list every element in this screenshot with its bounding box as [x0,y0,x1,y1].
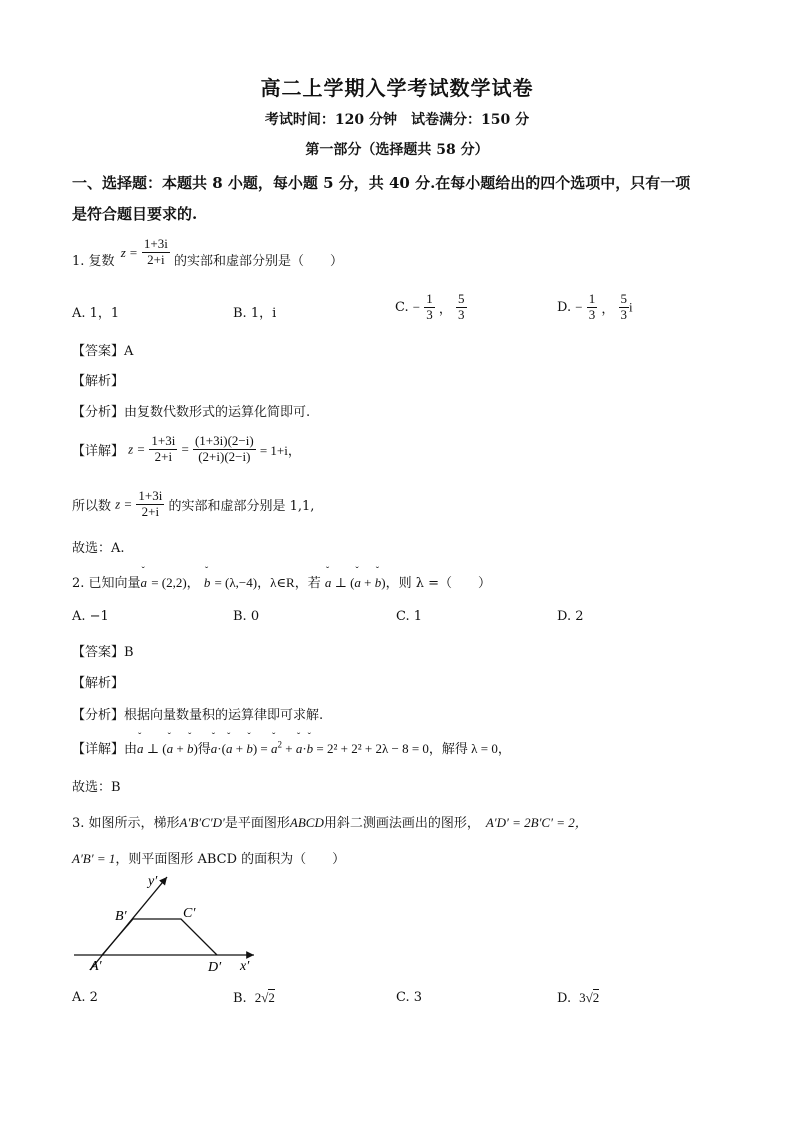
q2-detail: 【详解】由ˇ a ⊥ (ˇ a + ˇ b)得ˇ a·(ˇ a + ˇ b) = ˇ $a^2$ + ˇ a·ˇ b = 2² + 2² + 2λ − 8 = 0，解得 λ = 0， [72,738,511,757]
point-d-label: D′ [208,960,222,975]
point-a-label: A′ [90,959,102,974]
q1-detail: 【详解】 z = $\frac{1+3i}{2+i}$ = $\frac{(1+3i)(2-i)}{(2+i)(2-i)}$ = 1+i， [72,433,301,464]
q3-stem-line2: A′B′ = 1，则平面图形 ABCD 的面积为（ ） [72,851,346,867]
q1-fraction: $\frac{1+3i}{2+i}$ [143,236,168,267]
q2-option-b: B. 0 [233,609,260,624]
exam-info: 考试时间：120 分钟 试卷满分：150 分 [264,112,530,128]
x-axis-label: x′ [240,959,250,974]
q1-option-b: B. 1，i [233,306,277,321]
q3-option-b: B. 2√2 [233,990,275,1006]
y-axis-label: y′ [148,874,158,889]
q1-conclusion: 所以数 z = $\frac{1+3i}{2+i}$ 的实部和虚部分别是 1,1, [72,488,315,519]
q3-stem-line1: 3. 如图所示，梯形A′B′C′D′是平面图形ABCD用斜二测画法画出的图形， A′D′ = 2B′C′ = 2， [72,815,588,831]
q1-option-d: D. − $\frac{1}{3}$ ， $\frac{5}{3}$ i [557,291,633,322]
section1-line1: 一、选择题：本题共 8 小题，每小题 5 分，共 40 分.在每小题给出的四个选项中，只有一项 [72,174,691,192]
section1-line2: 是符合题目要求的. [72,205,198,223]
q1-option-a: A. 1，1 [72,306,120,321]
q2-stem: 2. 已知向量ˇ a = (2,2)， ˇ b = (λ,−4)，λ∈R，若 ˇ a ⊥ (ˇ a + ˇ b)，则 λ =（ ） [72,572,491,591]
trapezoid-shape [102,919,217,955]
q1-pick: 故选：A. [72,541,125,556]
q3-option-d: D. 3√2 [557,990,600,1006]
q2-analysis: 【解析】 [72,676,125,691]
q2-fenxi: 【分析】根据向量数量积的运算律即可求解. [72,708,324,723]
q2-option-a: A. −1 [72,609,109,624]
q3-option-c: C. 3 [396,990,423,1005]
point-c-label: C′ [183,906,196,921]
q3-option-a: A. 2 [72,990,98,1005]
q1-stem: 1. 复数 z = $\frac{1+3i}{2+i}$ 的实部和虚部分别是（ ） [72,236,344,269]
q2-answer: 【答案】B [72,645,134,660]
q1-fenxi: 【分析】由复数代数形式的运算化简即可. [72,405,311,420]
q2-pick: 故选：B [72,780,121,795]
q2-option-c: C. 1 [396,609,423,624]
point-b-label: B′ [115,909,127,924]
q2-option-d: D. 2 [557,609,584,624]
exam-title: 高二上学期入学考试数学试卷 [260,76,534,100]
q3-trapezoid-figure [68,868,268,978]
part-title: 第一部分（选择题共 58 分） [305,142,489,158]
q1-answer: 【答案】A [72,344,134,359]
q1-option-c: C. − $\frac{1}{3}$ ， $\frac{5}{3}$ [395,291,465,322]
q1-analysis: 【解析】 [72,374,125,389]
